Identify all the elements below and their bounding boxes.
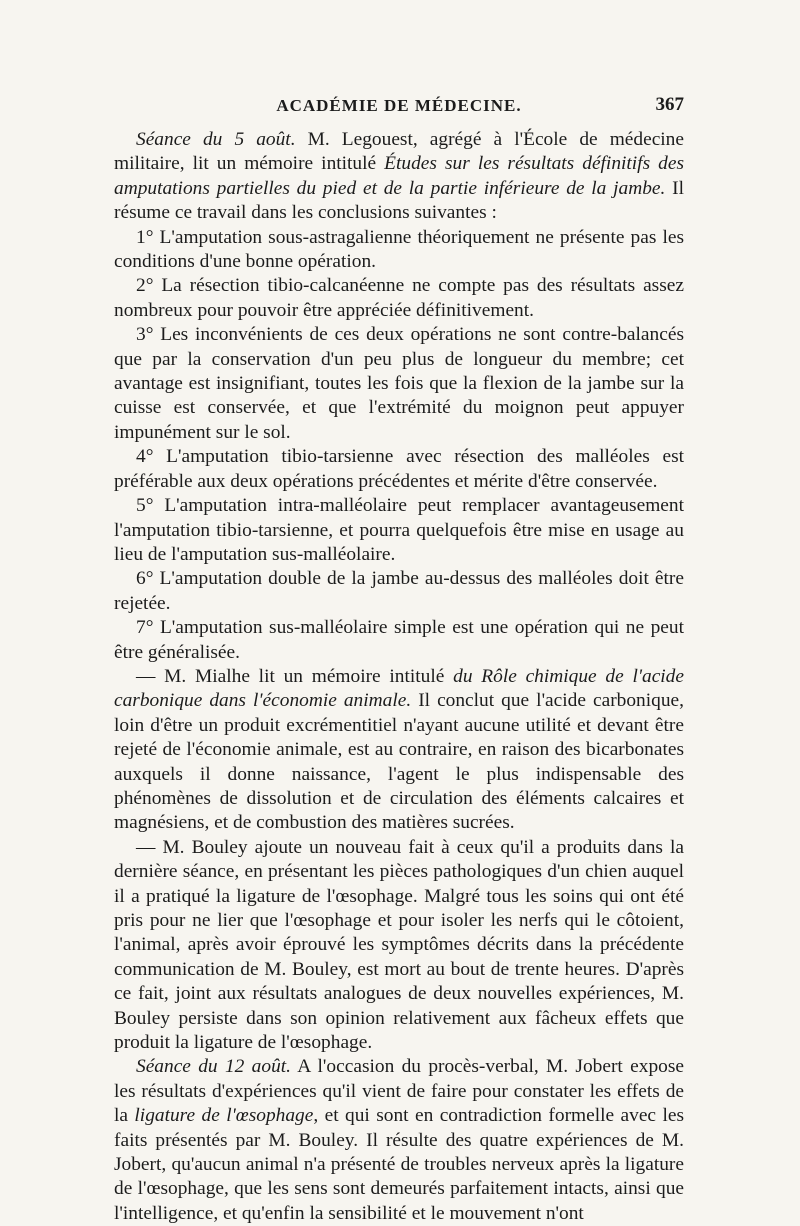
paragraph-text: — M. Mialhe lit un mémoire intitulé [136, 665, 454, 687]
session-date: Séance du 12 août. [136, 1056, 292, 1078]
conclusion-1: 1° L'amputation sous-astragalienne théoriquement ne présente pas les conditions d'une bonne opération. [114, 226, 684, 273]
paragraph-text: Il conclut que l'acide carbonique, loin d'être un produit excrémentitiel n'ayant aucune utilité et devant être rejeté de l'économie animale, est au contraire, en raison des bicarbonates auxquels il donne naissance, l'agent le plus indispensable des phénomènes de dissolution et de circulation des éléments calcaires et magnésiens, et de combustion des matières sucrées. [114, 690, 684, 834]
paragraph-text: M. Legouest, agrégé à l'École de médecine militaire, lit un mémoire intitulé [114, 129, 684, 175]
conclusion-4: 4° L'amputation tibio-tarsienne avec résection des malléoles est préférable aux deux opérations précédentes et mérite d'être conservée. [114, 446, 684, 492]
conclusion-5: 5° L'amputation intra-malléolaire peut remplacer avantageusement l'amputation tibio-tarsienne, et pourra quelquefois être mise en usage au lieu de l'amputation sus-malléolaire. [114, 495, 684, 565]
paragraph-bouley: — M. Bouley ajoute un nouveau fait à ceux qu'il a produits dans la dernière séance, en présentant les pièces pathologiques d'un chien auquel il a pratiqué la ligature de l'œsophage. Malgré tous les soins qui ont été pris pour ne lier que l'œsophage et pour isoler les nerfs qui le côtoient, l'animal, après avoir éprouvé les symptômes décrits dans la précédente communication de M. Bouley, est mort au bout de trente heures. D'après ce fait, joint aux résultats analogues de deux nouvelles expériences, M. Bouley persiste dans son opinion relativement aux fâcheux effets que produit la ligature de l'œsophage. [114, 836, 684, 1054]
conclusion-3: 3° Les inconvénients de ces deux opérations ne sont contre-balancés que par la conservation d'un peu plus de longueur du membre; cet avantage est insignifiant, toutes les fois que la flexion de la jambe sur la cuisse est conservée, et que l'extrémité du moignon peut appuyer impunément sur le sol. [114, 324, 684, 443]
memoir-title: Études sur les résultats définitifs des amputations partielles du pied et de la partie inférieure de la jambe. [114, 153, 685, 199]
conclusion-6: 6° L'amputation double de la jambe au-dessus des malléoles doit être rejetée. [114, 568, 684, 614]
running-head [114, 96, 684, 124]
running-title: ACADÉMIE DE MÉDECINE. [276, 96, 522, 115]
italic-term: ligature de l'œsophage [134, 1105, 314, 1127]
paragraph-seance-5-aout [114, 128, 684, 226]
body-text [114, 128, 684, 1226]
conclusion-7: 7° L'amputation sus-malléolaire simple est une opération qui ne peut être généralisée. [114, 617, 684, 663]
session-date: Séance du 5 août. [136, 129, 296, 150]
conclusion-2: 2° La résection tibio-calcanéenne ne compte pas des résultats assez nombreux pour pouvoir être appréciée définitivement. [114, 275, 684, 321]
paragraph-text: A l'occasion du procès-verbal, M. Jobert expose les résultats d'expériences qu'il vient de faire pour constater les effets de la [114, 1056, 684, 1127]
memoir-title: du Rôle chimique de l'acide carbonique dans l'économie animale. [114, 665, 684, 712]
paragraph-seance-12-aout [114, 1055, 684, 1226]
paragraph-text: , et qui sont en contradiction formelle avec les faits présentés par M. Bouley. Il résulte des quatre expériences de M. Jobert, qu'aucun animal n'a présenté de troubles nerveux après la ligature de l'œsophage, que les sens sont demeurés parfaitement intacts, ainsi que l'intelligence, et qu'enfin la sensibilité et le mouvement n'ont [114, 1105, 684, 1224]
paragraph-mialhe [114, 665, 684, 836]
page-number: 367 [655, 94, 684, 115]
paragraph-text: Il résume ce travail dans les conclusions suivantes : [114, 177, 684, 224]
